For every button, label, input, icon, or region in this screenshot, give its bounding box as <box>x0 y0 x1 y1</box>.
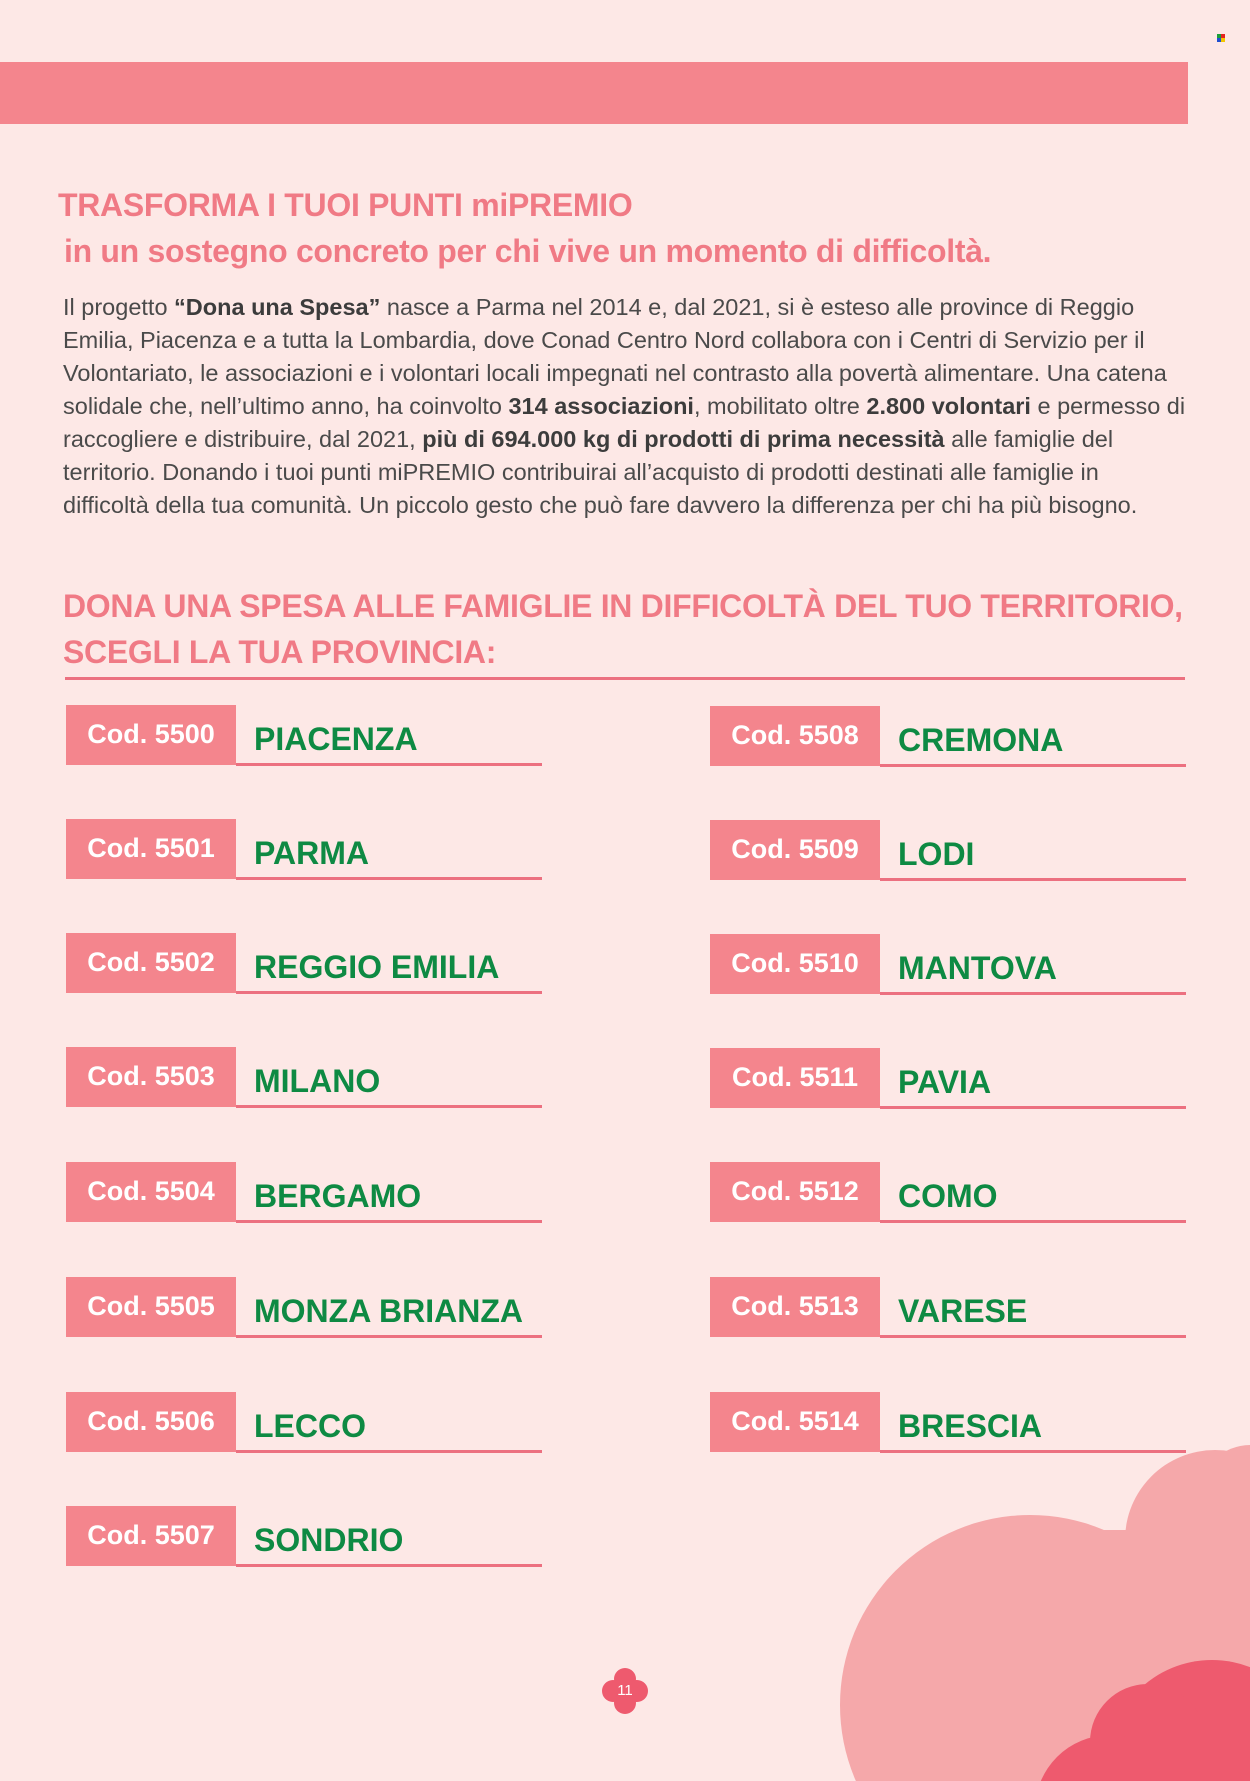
province-code: Cod. 5504 <box>66 1162 236 1222</box>
province-code: Cod. 5500 <box>66 705 236 765</box>
province-code: Cod. 5506 <box>66 1392 236 1452</box>
intro-bold-associations: 314 associazioni <box>508 393 694 419</box>
province-name: BERGAMO <box>254 1178 422 1214</box>
province-code: Cod. 5514 <box>710 1392 880 1452</box>
province-name: PARMA <box>254 835 369 871</box>
province-name: PAVIA <box>898 1064 992 1100</box>
subhead-line-1: DONA UNA SPESA ALLE FAMIGLIE IN DIFFICOLTÀ DEL TUO TERRITORIO, <box>63 588 1183 624</box>
intro-text-3: , mobilitato oltre <box>693 393 867 419</box>
province-code: Cod. 5511 <box>710 1048 880 1108</box>
province-code: Cod. 5508 <box>710 706 880 766</box>
province-code: Cod. 5505 <box>66 1277 236 1337</box>
intro-bold-products: più di 694.000 kg di prodotti di prima necessità <box>422 426 945 452</box>
province-name: MILANO <box>254 1063 381 1099</box>
headline-line-1: TRASFORMA I TUOI PUNTI miPREMIO <box>58 187 633 223</box>
intro-text-1: Il progetto <box>63 294 175 320</box>
province-code: Cod. 5507 <box>66 1506 236 1566</box>
page-number: 11 <box>617 1682 633 1699</box>
province-code: Cod. 5513 <box>710 1277 880 1337</box>
province-name: SONDRIO <box>254 1522 404 1558</box>
province-name: MANTOVA <box>898 950 1057 986</box>
province-code: Cod. 5512 <box>710 1162 880 1222</box>
intro-text-5: alle famiglie del territorio. Donando i tuoi punti miPREMIO contribuirai all’acquisto di prodotti destinati alle famiglie in difficoltà della tua comunità. Un piccolo gesto che può fare davvero la differenza per chi ha più bisogno. <box>63 426 1138 518</box>
intro-text-4: e permesso di raccogliere e distribuire, dal 2021, <box>63 393 1186 452</box>
province-code: Cod. 5502 <box>66 933 236 993</box>
intro-bold-volunteers: 2.800 volontari <box>866 393 1031 419</box>
province-name: CREMONA <box>898 722 1064 758</box>
province-name: LODI <box>898 836 975 872</box>
province-name: MONZA BRIANZA <box>254 1293 523 1329</box>
province-name: VARESE <box>898 1293 1028 1329</box>
headline-line-2: in un sostegno concreto per chi vive un momento di difficoltà. <box>64 233 992 269</box>
province-code: Cod. 5510 <box>710 934 880 994</box>
intro-text-2: nasce a Parma nel 2014 e, dal 2021, si è esteso alle province di Reggio Emilia, Piacenza e a tutta la Lombardia, dove Conad Centro Nord collabora con i Centri di Servizio per il Volontariato, le associazioni e i volontari locali impegnati nel contrasto alla povertà alimentare. Una catena solidale che, nell’ultimo anno, ha coinvolto <box>63 294 1167 419</box>
subhead-line-2: SCEGLI LA TUA PROVINCIA: <box>63 634 497 670</box>
province-code: Cod. 5509 <box>710 820 880 880</box>
province-name: PIACENZA <box>254 721 418 757</box>
province-code: Cod. 5501 <box>66 819 236 879</box>
province-name: LECCO <box>254 1408 366 1444</box>
page-number-badge <box>600 1666 650 1716</box>
province-name: COMO <box>898 1178 998 1214</box>
province-name: REGGIO EMILIA <box>254 949 500 985</box>
province-code: Cod. 5503 <box>66 1047 236 1107</box>
intro-bold-project: “Dona una Spesa” <box>174 294 381 320</box>
province-name: BRESCIA <box>898 1408 1043 1444</box>
